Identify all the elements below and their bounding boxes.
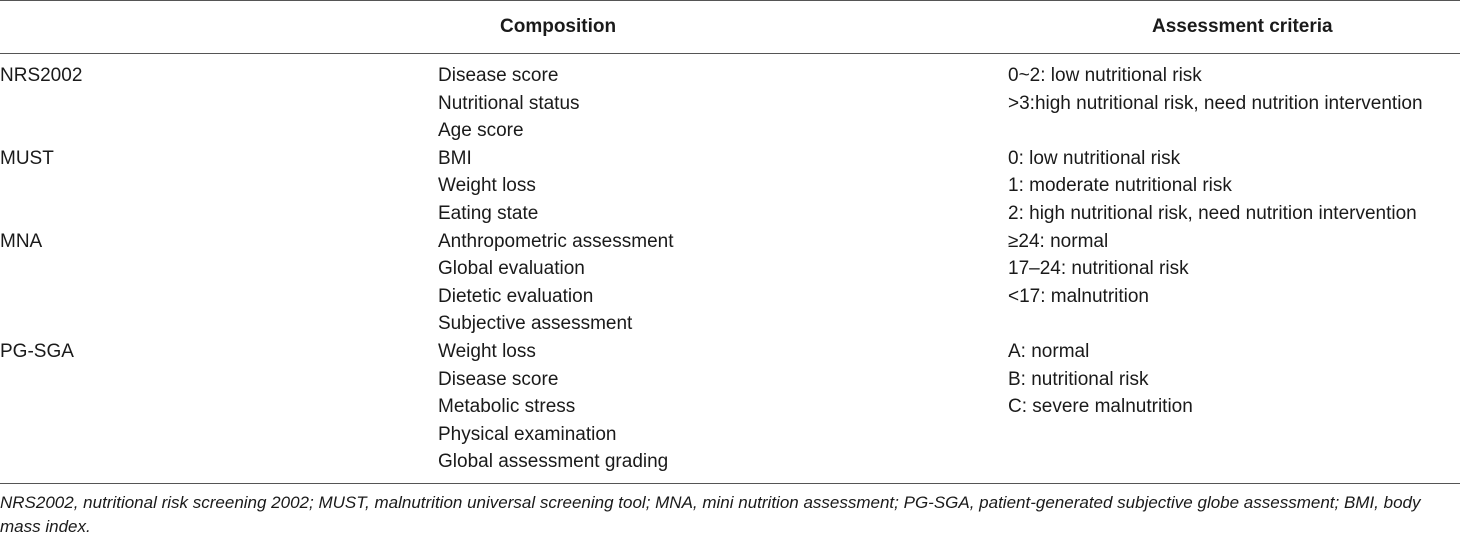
table-top-rule	[0, 0, 1460, 1]
criteria-item: C: severe malnutrition	[1008, 396, 1193, 418]
criteria-item: B: nutritional risk	[1008, 368, 1149, 390]
composition-item: Weight loss	[438, 175, 536, 197]
composition-item: Disease score	[438, 368, 559, 390]
composition-item: Age score	[438, 120, 524, 142]
composition-cell	[438, 338, 668, 476]
composition-item: Disease score	[438, 65, 559, 86]
composition-item: Metabolic stress	[438, 396, 576, 418]
criteria-cell	[1008, 338, 1193, 421]
table-bottom-rule	[0, 483, 1460, 484]
criteria-item: 1: moderate nutritional risk	[1008, 175, 1232, 197]
tool-name: NRS2002	[0, 65, 83, 86]
composition-item: Weight loss	[438, 341, 536, 362]
criteria-item: <17: malnutrition	[1008, 285, 1149, 307]
composition-cell	[438, 62, 580, 145]
tool-cell	[0, 145, 54, 173]
tool-cell	[0, 338, 74, 366]
header-assessment-criteria: Assessment criteria	[1152, 16, 1333, 37]
tool-name: PG-SGA	[0, 341, 74, 362]
criteria-item: 17–24: nutritional risk	[1008, 258, 1189, 280]
tool-name: MNA	[0, 230, 43, 252]
criteria-cell	[1008, 228, 1189, 311]
criteria-item: >3:high nutritional risk, need nutrition intervention	[1008, 92, 1423, 114]
composition-item: Dietetic evaluation	[438, 285, 594, 307]
criteria-item: 0~2: low nutritional risk	[1008, 65, 1202, 86]
criteria-item: 0: low nutritional risk	[1008, 147, 1181, 169]
composition-item: Anthropometric assessment	[438, 230, 674, 252]
criteria-item: A: normal	[1008, 341, 1090, 362]
table-footnote: NRS2002, nutritional risk screening 2002; MUST, malnutrition universal screening tool; MNA, mini nutrition assessment; PG-SGA, patient-generated subjective globe assessment; BMI, body mass index.	[0, 493, 1421, 536]
tool-name: MUST	[0, 147, 54, 169]
tool-cell	[0, 62, 82, 90]
header-composition: Composition	[500, 16, 617, 37]
composition-item: Global assessment grading	[438, 451, 669, 473]
criteria-cell	[1008, 145, 1417, 228]
criteria-item: 2: high nutritional risk, need nutrition intervention	[1008, 202, 1417, 224]
composition-item: Physical examination	[438, 423, 617, 445]
composition-cell	[438, 228, 674, 338]
table-header-rule	[0, 53, 1460, 54]
criteria-item: ≥24: normal	[1008, 230, 1109, 252]
composition-item: Subjective assessment	[438, 313, 633, 335]
composition-item: Nutritional status	[438, 92, 580, 114]
composition-item: Eating state	[438, 202, 539, 224]
composition-item: BMI	[438, 147, 472, 169]
composition-item: Global evaluation	[438, 258, 585, 280]
composition-cell	[438, 145, 538, 228]
tool-cell	[0, 228, 42, 256]
criteria-cell	[1008, 62, 1423, 117]
